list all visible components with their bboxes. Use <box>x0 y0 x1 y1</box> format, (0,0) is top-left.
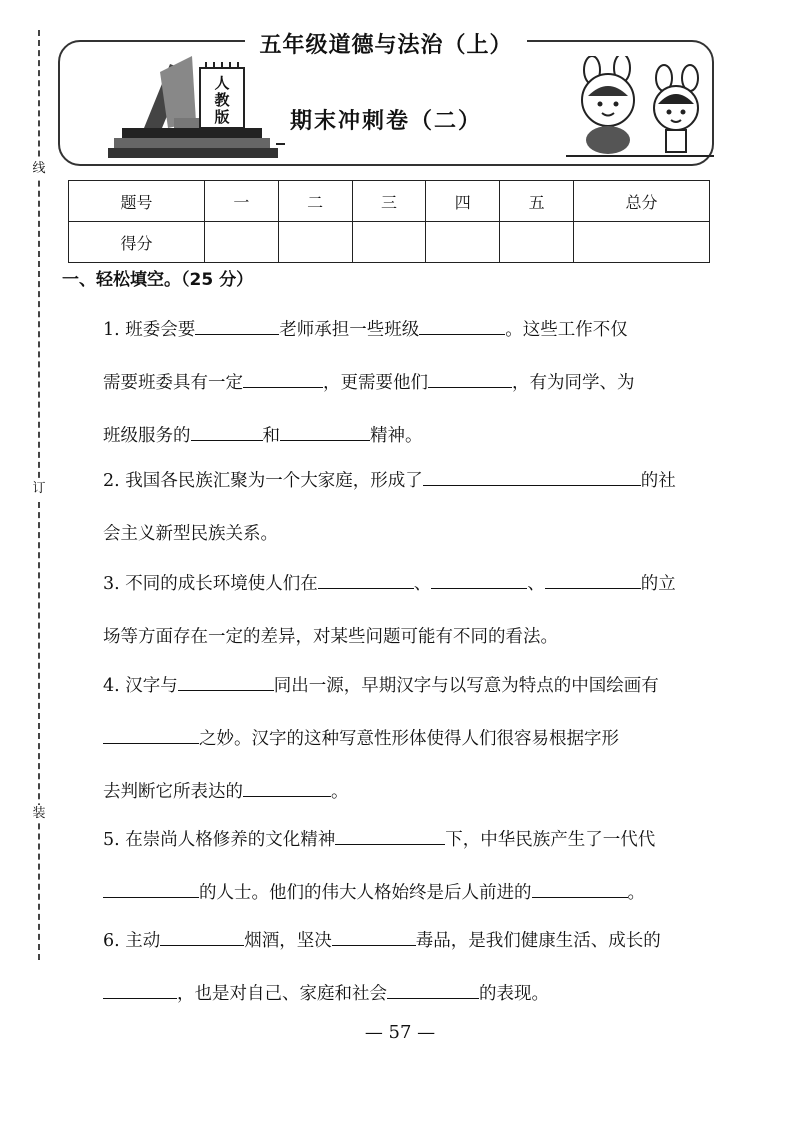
blank[interactable] <box>431 572 527 589</box>
blank[interactable] <box>419 318 505 335</box>
blank[interactable] <box>318 572 414 589</box>
table-header-cell: 二 <box>278 181 352 222</box>
header-banner <box>58 33 714 166</box>
score-cell-5[interactable] <box>500 222 574 263</box>
blank[interactable] <box>532 881 628 898</box>
blank[interactable] <box>335 828 445 845</box>
table-row <box>69 181 710 222</box>
table-header-cell: 五 <box>500 181 574 222</box>
badge-char-jiao: 教 <box>214 91 230 109</box>
blank[interactable] <box>423 469 641 486</box>
table-header-cell: 总分 <box>574 181 710 222</box>
table-header-cell: 一 <box>204 181 278 222</box>
blank[interactable] <box>387 982 479 999</box>
blank[interactable] <box>103 982 177 999</box>
margin-label-ding: 订 <box>32 481 46 496</box>
score-cell-1[interactable] <box>204 222 278 263</box>
blank[interactable] <box>243 780 331 797</box>
blank[interactable] <box>160 929 244 946</box>
blank[interactable] <box>428 371 512 388</box>
blank[interactable] <box>280 424 370 441</box>
question-3: 3. 不同的成长环境使人们在 、 、 的立 场等方面存在一定的差异，对某些问题可能有不同的看法。 <box>103 574 676 647</box>
margin-label-zhuang: 装 <box>32 806 46 821</box>
section-title: 一、轻松填空。（25 分） <box>62 270 254 290</box>
children-illustration <box>566 56 716 166</box>
badge-char-ren: 人 <box>214 74 230 92</box>
blank[interactable] <box>178 674 274 691</box>
question-2: 2. 我国各民族汇聚为一个大家庭，形成了 的社 会主义新型民族关系。 <box>103 471 676 544</box>
blank[interactable] <box>545 572 641 589</box>
question-1: 1. 班委会要 老师承担一些班级 。这些工作不仅 需要班委具有一定 ，更需要他们 ，有为同学、为 班级服务的 和 精神。 <box>103 320 635 446</box>
score-cell-2[interactable] <box>278 222 352 263</box>
page-subtitle: 期末冲刺卷（二） <box>289 109 482 134</box>
blank[interactable] <box>195 318 279 335</box>
table-header-cell: 四 <box>426 181 500 222</box>
score-cell-3[interactable] <box>352 222 426 263</box>
score-cell-total[interactable] <box>574 222 710 263</box>
blank[interactable] <box>191 424 263 441</box>
page-title: 五年级道德与法治（上） <box>60 28 712 59</box>
blank[interactable] <box>103 881 199 898</box>
blank[interactable] <box>103 727 199 744</box>
blank[interactable] <box>243 371 323 388</box>
question-4: 4. 汉字与 同出一源，早期汉字与以写意为特点的中国绘画有 之妙。汉字的这种写意性形体使得人们很容易根据字形 去判断它所表达的 。 <box>103 676 659 802</box>
score-cell-4[interactable] <box>426 222 500 263</box>
margin-label-xian: 线 <box>32 161 46 176</box>
blank[interactable] <box>332 929 416 946</box>
table-row <box>69 222 710 263</box>
badge-char-ban: 版 <box>214 108 230 126</box>
page-number: — 57 — <box>364 1022 436 1043</box>
score-table <box>68 180 710 263</box>
question-5: 5. 在崇尚人格修养的文化精神 下，中华民族产生了一代代 的人士。他们的伟大人格始终是后人前进的 。 <box>103 830 656 903</box>
score-row-label: 得分 <box>69 222 205 263</box>
table-header-cell: 三 <box>352 181 426 222</box>
question-6: 6. 主动 烟酒，坚决 毒品，是我们健康生活、成长的 ，也是对自己、家庭和社会 的表现。 <box>103 931 661 1004</box>
table-header-cell: 题号 <box>69 181 205 222</box>
